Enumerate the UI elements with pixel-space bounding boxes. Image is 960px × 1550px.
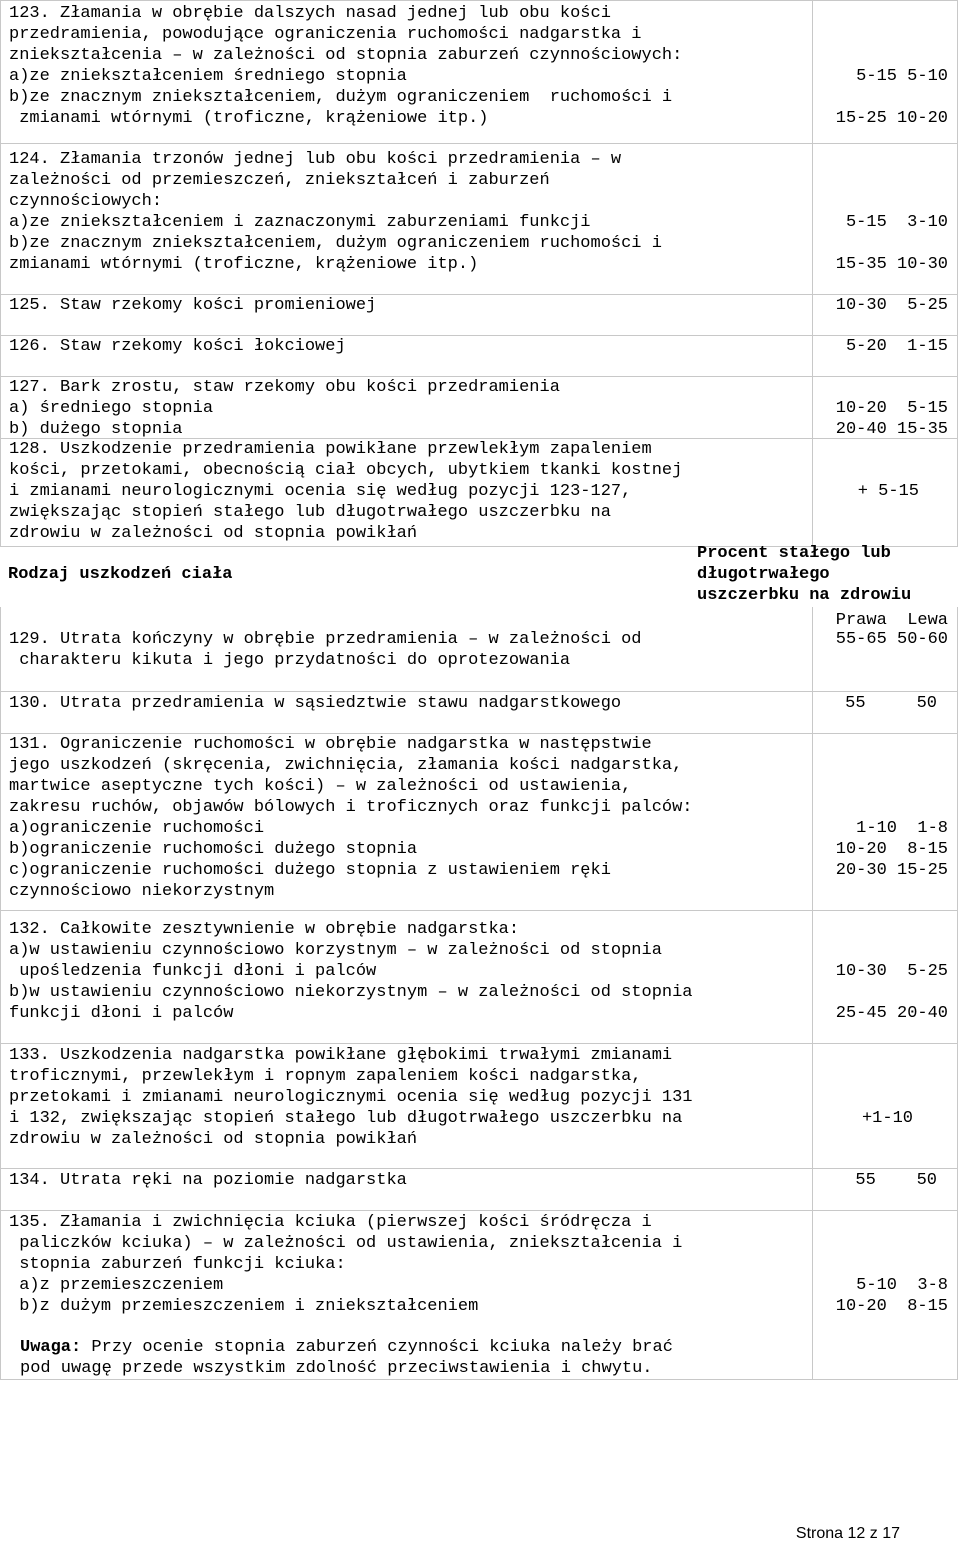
item-129 [0, 607, 958, 692]
item-135-value-a: 5-10 3-8 [856, 1276, 948, 1295]
item-130-text: 130. Utrata przedramienia w sąsiedztwie stawu nadgarstkowego [9, 694, 622, 713]
item-128 [0, 438, 958, 547]
item-135-line-5: b)z dużym przemieszczeniem i zniekształceniem [9, 1297, 479, 1316]
item-125 [0, 294, 958, 336]
item-133-value: +1-10 [861, 1109, 913, 1128]
item-132-line-2: a)w ustawieniu czynnościowo korzystnym – w zależności od stopnia [9, 941, 662, 960]
item-133-line-3: przetokami i zmianami neurologicznymi ocenia się według pozycji 131 [9, 1088, 693, 1107]
item-129-line-2: charakteru kikuta i jego przydatności do oprotezowania [9, 651, 571, 670]
item-135 [0, 1210, 958, 1380]
column-divider [812, 144, 813, 294]
header-injury-type: Rodzaj uszkodzeń ciała [8, 565, 233, 584]
column-divider [812, 336, 813, 376]
column-divider [812, 1169, 813, 1210]
item-131-line-1: 131. Ograniczenie ruchomości w obrębie nadgarstka w następstwie [9, 735, 652, 754]
item-131 [0, 733, 958, 911]
item-135-value-b: 10-20 8-15 [835, 1297, 948, 1316]
item-132 [0, 910, 958, 1044]
item-131-line-3: martwice aseptyczne tych kości) – w zależności od ustawienia, [9, 777, 632, 796]
item-133 [0, 1043, 958, 1169]
item-135-line-3: stopnia zaburzeń funkcji kciuka: [9, 1255, 346, 1274]
item-131-line-7: c)ograniczenie ruchomości dużego stopnia z ustawieniem ręki [9, 861, 611, 880]
header-percent-line-2: długotrwałego [697, 565, 830, 584]
item-123-line-4: a)ze zniekształceniem średniego stopnia [9, 67, 407, 86]
item-130 [0, 691, 958, 734]
item-134-text: 134. Utrata ręki na poziomie nadgarstka [9, 1171, 407, 1190]
item-133-line-4: i 132, zwiększając stopień stałego lub długotrwałego uszczerbku na [9, 1109, 683, 1128]
item-129-line-1: 129. Utrata kończyny w obrębie przedramienia – w zależności od [9, 630, 642, 649]
column-divider [812, 377, 813, 438]
item-133-line-2: troficznymi, przewlekłym i ropnym zapaleniem kości nadgarstka, [9, 1067, 642, 1086]
item-131-line-8: czynnościowo niekorzystnym [9, 882, 275, 901]
header-side-labels: Prawa Lewa [835, 611, 948, 630]
note-label: Uwaga: [20, 1338, 82, 1357]
item-131-line-2: jego uszkodzeń (skręcenia, zwichnięcia, złamania kości nadgarstka, [9, 756, 683, 775]
item-133-line-5: zdrowiu w zależności od stopnia powikłań [9, 1130, 418, 1149]
item-135-line-4: a)z przemieszczeniem [9, 1276, 224, 1295]
item-126-text: 126. Staw rzekomy kości łokciowej [9, 337, 346, 356]
item-132-line-4: b)w ustawieniu czynnościowo niekorzystnym – w zależności od stopnia [9, 983, 693, 1002]
table-header [0, 545, 958, 607]
item-132-line-3: upośledzenia funkcji dłoni i palców [9, 962, 377, 981]
item-126-value: 5-20 1-15 [845, 337, 948, 356]
item-135-line-2: paliczków kciuka) – w zależności od ustawienia, zniekształcenia i [9, 1234, 683, 1253]
item-127 [0, 376, 958, 439]
item-131-line-6: b)ograniczenie ruchomości dużego stopnia [9, 840, 418, 859]
item-123-line-2: przedramienia, powodujące ograniczenia ruchomości nadgarstka i [9, 25, 642, 44]
item-127-line-1: 127. Bark zrostu, staw rzekomy obu kości przedramienia [9, 378, 560, 397]
item-127-value-a: 10-20 5-15 [835, 399, 948, 418]
item-124-line-1: 124. Złamania trzonów jednej lub obu kości przedramienia – w [9, 150, 622, 169]
item-131-line-4: zakresu ruchów, objawów bólowych i troficznych oraz funkcji palców: [9, 798, 693, 817]
item-123-line-3: zniekształcenia – w zależności od stopnia zaburzeń czynnościowych: [9, 46, 683, 65]
item-124 [0, 143, 958, 295]
column-divider [812, 911, 813, 1043]
item-132-value-a: 10-30 5-25 [835, 962, 948, 981]
header-percent-line-1: Procent stałego lub [697, 544, 891, 563]
item-124-value-a: 5-15 3-10 [845, 213, 948, 232]
item-124-line-3: czynnościowych: [9, 192, 163, 211]
item-128-line-2: kości, przetokami, obecnością ciał obcych, ubytkiem tkanki kostnej [9, 461, 683, 480]
item-132-line-1: 132. Całkowite zesztywnienie w obrębie nadgarstka: [9, 920, 520, 939]
item-133-line-1: 133. Uszkodzenia nadgarstka powikłane głębokimi trwałymi zmianami [9, 1046, 673, 1065]
header-percent-line-3: uszczerbku na zdrowiu [697, 586, 912, 605]
item-123-line-6: zmianami wtórnymi (troficzne, krążeniowe itp.) [9, 109, 489, 128]
item-125-text: 125. Staw rzekomy kości promieniowej [9, 296, 377, 315]
column-divider [812, 1211, 813, 1379]
item-135-line-1: 135. Złamania i zwichnięcia kciuka (pierwszej kości śródręcza i [9, 1213, 652, 1232]
item-127-value-b: 20-40 15-35 [835, 420, 948, 439]
column-divider [812, 1044, 813, 1168]
item-131-value-b: 10-20 8-15 [835, 840, 948, 859]
item-131-value-c: 20-30 15-25 [835, 861, 948, 880]
item-132-line-5: funkcji dłoni i palców [9, 1004, 234, 1023]
item-128-line-4: zwiększając stopień stałego lub długotrwałego uszczerbku na [9, 503, 611, 522]
item-124-line-6: zmianami wtórnymi (troficzne, krążeniowe itp.) [9, 255, 479, 274]
item-123-line-5: b)ze znacznym zniekształceniem, dużym ograniczeniem ruchomości i [9, 88, 673, 107]
item-124-line-2: zależności od przemieszczeń, zniekształceń i zaburzeń [9, 171, 550, 190]
item-123 [0, 0, 958, 144]
column-divider [812, 607, 813, 691]
item-135-note-line-2: pod uwagę przede wszystkim zdolność przeciwstawienia i chwytu. [20, 1359, 653, 1378]
item-124-line-4: a)ze zniekształceniem i zaznaczonymi zaburzeniami funkcji [9, 213, 591, 232]
item-127-line-3: b) dużego stopnia [9, 420, 183, 439]
column-divider [812, 1, 813, 143]
item-123-value-a: 5-15 5-10 [856, 67, 948, 86]
item-130-value: 55 50 [845, 694, 937, 713]
item-128-line-1: 128. Uszkodzenie przedramienia powikłane przewlekłym zapaleniem [9, 440, 652, 459]
item-127-line-2: a) średniego stopnia [9, 399, 214, 418]
note-text: Przy ocenie stopnia zaburzeń czynności kciuka należy brać [81, 1338, 673, 1357]
item-129-value: 55-65 50-60 [835, 630, 948, 649]
item-134 [0, 1168, 958, 1211]
item-125-value: 10-30 5-25 [835, 296, 948, 315]
item-124-line-5: b)ze znacznym zniekształceniem, dużym ograniczeniem ruchomości i [9, 234, 662, 253]
item-124-value-b: 15-35 10-30 [835, 255, 948, 274]
item-126 [0, 335, 958, 377]
item-132-value-b: 25-45 20-40 [835, 1004, 948, 1023]
item-131-line-5: a)ograniczenie ruchomości [9, 819, 265, 838]
column-divider [812, 439, 813, 546]
item-131-value-a: 1-10 1-8 [856, 819, 948, 838]
item-134-value: 55 50 [855, 1171, 937, 1190]
item-128-line-5: zdrowiu w zależności od stopnia powikłań [9, 524, 418, 543]
item-135-note-line-1 [20, 1337, 673, 1358]
column-divider [812, 692, 813, 733]
item-128-line-3: i zmianami neurologicznymi ocenia się według pozycji 123-127, [9, 482, 632, 501]
column-divider [812, 295, 813, 335]
column-divider [812, 734, 813, 910]
item-123-line-1: 123. Złamania w obrębie dalszych nasad jednej lub obu kości [9, 4, 611, 23]
item-123-value-b: 15-25 10-20 [835, 109, 948, 128]
item-128-value: + 5-15 [857, 482, 919, 501]
page-number: Strona 12 z 17 [795, 1525, 900, 1542]
